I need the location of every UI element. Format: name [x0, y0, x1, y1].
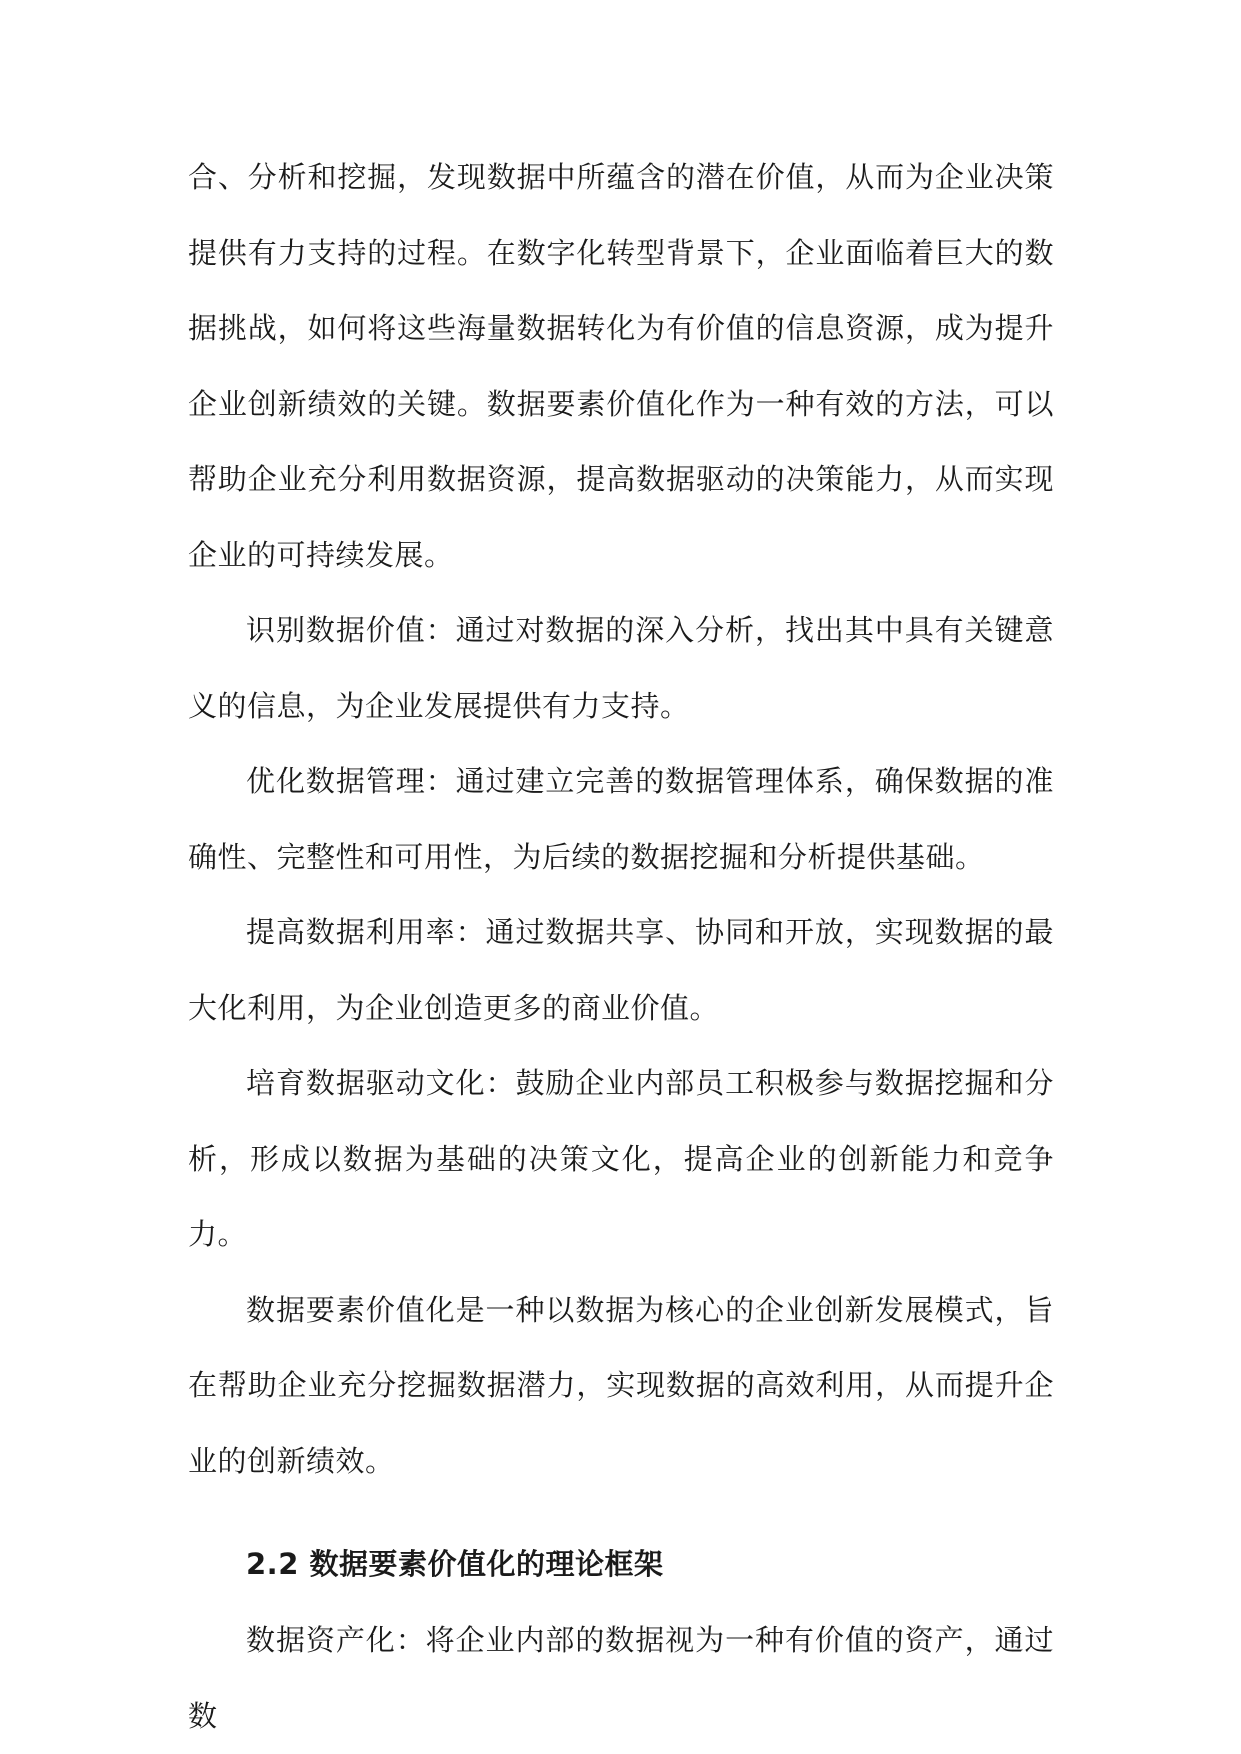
section-heading: 2.2 数据要素价值化的理论框架: [246, 1547, 664, 1581]
document-body: [188, 140, 1054, 1754]
paragraph-data-assetization: 数据资产化：将企业内部的数据视为一种有价值的资产，通过数: [188, 1623, 1054, 1733]
paragraph-continuation: 合、分析和挖掘，发现数据中所蕴含的潜在价值，从而为企业决策提供有力支持的过程。在数字化转型背景下，企业面临着巨大的数据挑战，如何将这些海量数据转化为有价值的信息资源，成为提升企业创新绩效的关键。数据要素价值化作为一种有效的方法，可以帮助企业充分利用数据资源，提高数据驱动的决策能力，从而实现企业的可持续发展。: [188, 160, 1054, 572]
paragraph-optimize-data-management: 优化数据管理：通过建立完善的数据管理体系，确保数据的准确性、完整性和可用性，为后续的数据挖掘和分析提供基础。: [188, 764, 1054, 874]
paragraph-improve-data-utilization: 提高数据利用率：通过数据共享、协同和开放，实现数据的最大化利用，为企业创造更多的商业价值。: [188, 915, 1054, 1025]
paragraph-identify-data-value: 识别数据价值：通过对数据的深入分析，找出其中具有关键意义的信息，为企业发展提供有力支持。: [188, 613, 1054, 723]
paragraph-data-driven-culture: 培育数据驱动文化：鼓励企业内部员工积极参与数据挖掘和分析，形成以数据为基础的决策文化，提高企业的创新能力和竞争力。: [188, 1066, 1054, 1251]
paragraph-summary: 数据要素价值化是一种以数据为核心的企业创新发展模式，旨在帮助企业充分挖掘数据潜力，实现数据的高效利用，从而提升企业的创新绩效。: [188, 1292, 1054, 1478]
